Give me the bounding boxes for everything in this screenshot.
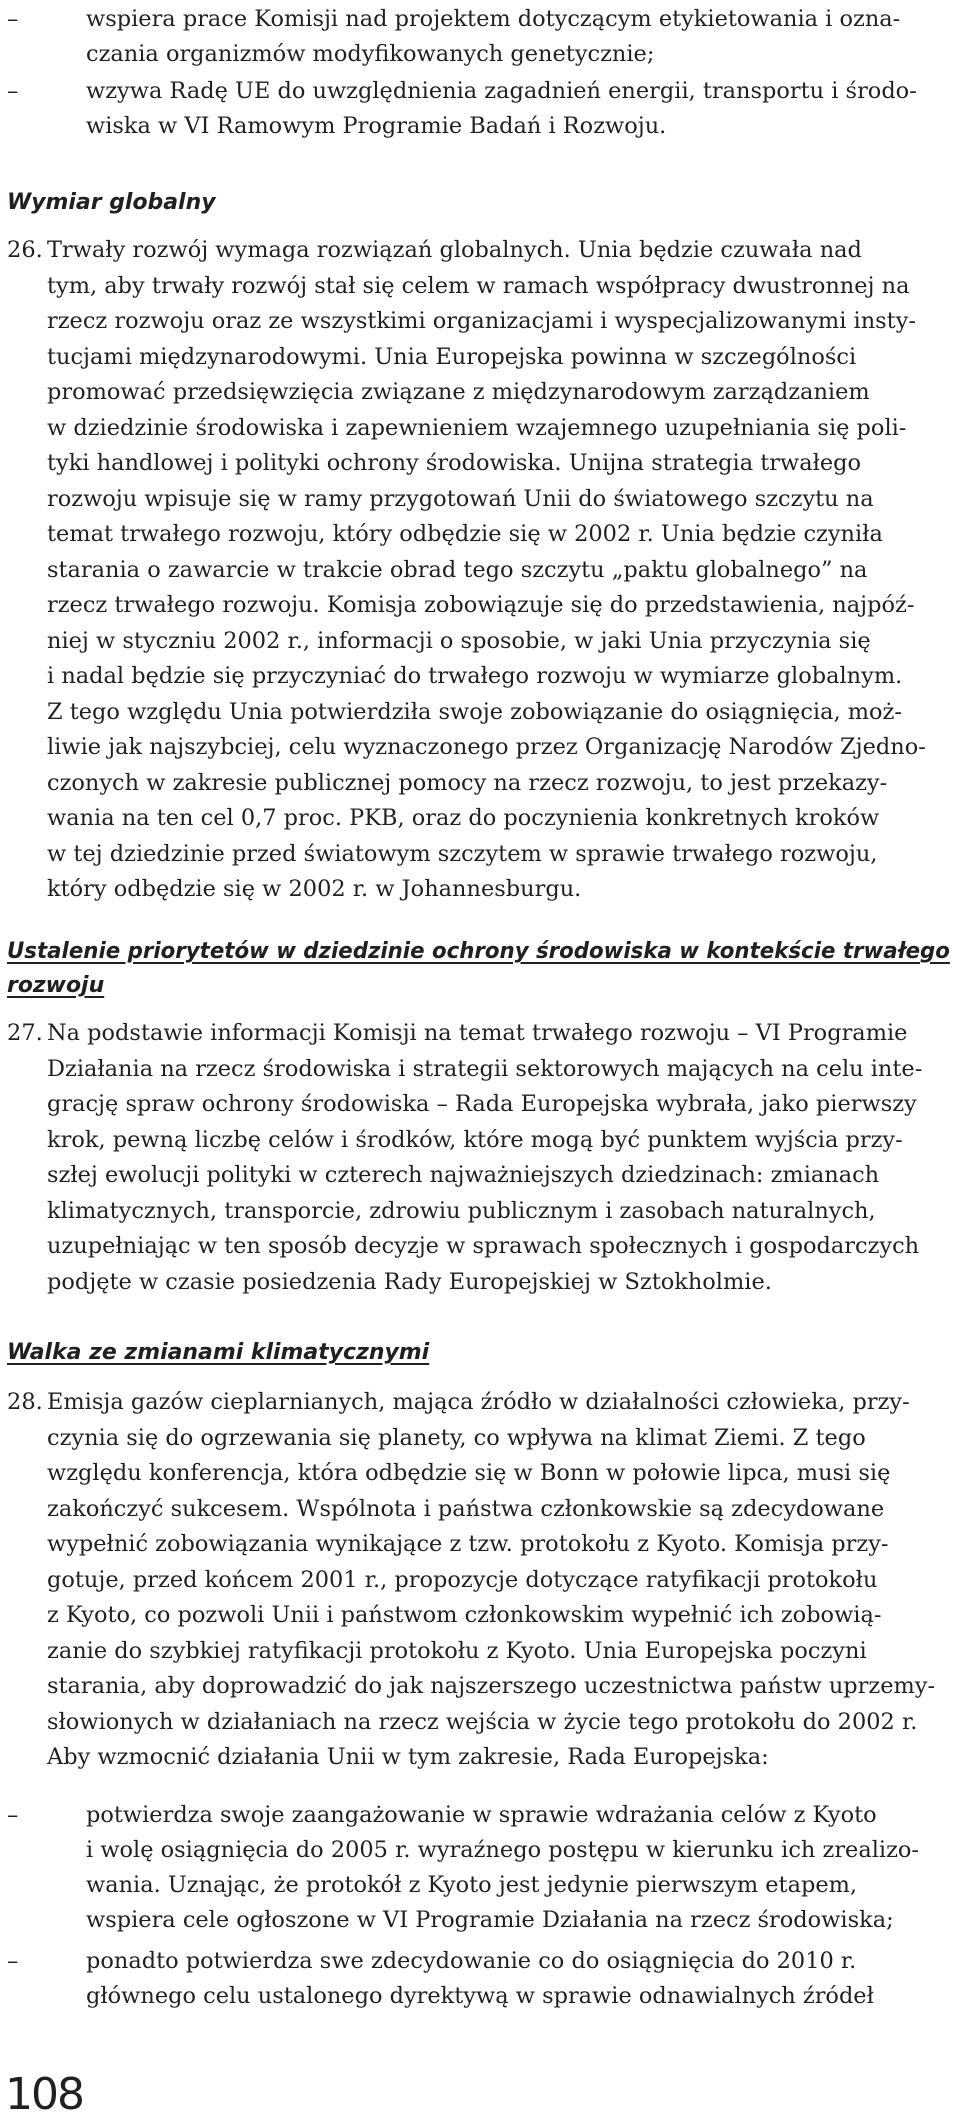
text-line: Z tego względu Unia potwierdziła swoje zobowiązanie do osiągnięcia, moż- [47, 698, 902, 725]
list-item [7, 2, 952, 72]
text-line: tucjami międzynarodowymi. Unia Europejska powinna w szczególności [47, 343, 857, 370]
list-item [7, 1944, 952, 2014]
paragraph-number: 27. [7, 1020, 43, 1046]
list-dash: – [7, 6, 19, 32]
text-line: potwierdza swoje zaangażowanie w sprawie wdrażania celów z Kyoto [86, 1802, 877, 1828]
text-line: wypełnić zobowiązania wynikające z tzw. protokołu z Kyoto. Komisja przy- [47, 1531, 889, 1557]
heading-text: rozwoju [7, 973, 105, 998]
text-line: słowionych w działaniach na rzecz wejścia w życie tego protokołu do 2002 r. [47, 1708, 918, 1735]
text-line: tym, aby trwały rozwój stał się celem w ramach współpracy dwustronnej na [47, 272, 910, 299]
text-line: wzywa Radę UE do uwzględnienia zagadnień energii, transportu i środo- [86, 78, 917, 104]
text-line: Na podstawie informacji Komisji na temat trwałego rozwoju – VI Programie [47, 1020, 908, 1046]
text-line: rzecz rozwoju oraz ze wszystkimi organizacjami i wyspecjalizowanymi insty- [47, 308, 916, 334]
text-line: zanie do szybkiej ratyfikacji protokołu z Kyoto. Unia Europejska poczyni [47, 1637, 867, 1664]
text-line: Emisja gazów cieplarnianych, mająca źródło w działalności człowieka, przy- [47, 1389, 910, 1415]
text-line: gotuje, przed końcem 2001 r., propozycje dotyczące ratyfikacji protokołu [47, 1566, 878, 1593]
numbered-paragraph [7, 233, 952, 908]
text-line: temat trwałego rozwoju, który odbędzie się w 2002 r. Unia będzie czyniła [47, 521, 883, 547]
text-line: starania o zawarcie w trakcie obrad tego szczytu „paktu globalnego” na [47, 556, 868, 583]
text-line: wspiera prace Komisji nad projektem dotyczącym etykietowania i ozna- [86, 6, 901, 32]
text-line: uzupełniając w ten sposób decyzje w sprawach społecznych i gospodarczych [47, 1233, 920, 1259]
text-line: względu konferencja, która odbędzie się w Bonn w połowie lipca, musi się [47, 1460, 891, 1486]
section-heading [7, 935, 952, 1003]
text-line: krok, pewną liczbę celów i środków, które mogą być punktem wyjścia przy- [47, 1126, 903, 1153]
text-line: promować przedsięwzięcia związane z międzynarodowym zarządzaniem [47, 379, 870, 405]
text-line: rzecz trwałego rozwoju. Komisja zobowiązuje się do przedstawienia, najpóź- [47, 592, 915, 618]
text-line: z Kyoto, co pozwoli Unii i państwom członkowskim wypełnić ich zobowią- [47, 1602, 882, 1628]
heading-text: Walka ze zmianami klimatycznymi [7, 1340, 430, 1365]
text-line: czynia się do ogrzewania się planety, co wpływa na klimat Ziemi. Z tego [47, 1424, 866, 1451]
text-line: czonych w zakresie publicznej pomocy na rzecz rozwoju, to jest przekazy- [47, 769, 888, 796]
text-line: klimatycznych, transporcie, zdrowiu publicznym i zasobach naturalnych, [47, 1197, 876, 1224]
text-line: głównego celu ustalonego dyrektywą w sprawie odnawialnych źródeł [86, 1983, 874, 2009]
list-dash: – [7, 1802, 19, 1828]
heading-text: Ustalenie priorytetów w dziedzinie ochrony środowiska w kontekście trwałego [7, 939, 950, 964]
text-line: wiska w VI Ramowym Programie Badań i Rozwoju. [86, 113, 667, 139]
text-line: w dziedzinie środowiska i zapewnieniem wzajemnego uzupełniania się poli- [47, 414, 907, 441]
text-line: tyki handlowej i polityki ochrony środowiska. Unijna strategia trwałego [47, 450, 862, 476]
list-dash: – [7, 78, 19, 104]
text-line: i nadal będzie się przyczyniać do trwałego rozwoju w wymiarze globalnym. [47, 663, 903, 689]
text-line: rozwoju wpisuje się w ramy przygotowań Unii do światowego szczytu na [47, 485, 874, 512]
list-item [7, 1798, 952, 1938]
numbered-paragraph [7, 1385, 952, 1776]
paragraph-number: 28. [7, 1389, 43, 1415]
text-line: zakończyć sukcesem. Wspólnota i państwa członkowskie są zdecydowane [47, 1495, 885, 1522]
text-line: czania organizmów modyfikowanych genetycznie; [86, 41, 655, 67]
text-line: Aby wzmocnić działania Unii w tym zakresie, Rada Europejska: [47, 1744, 769, 1770]
list-item [7, 74, 952, 144]
page-number: 108 [5, 2069, 83, 2120]
text-line: starania, aby doprowadzić do jak najszerszego uczestnictwa państw uprzemy- [47, 1673, 936, 1699]
text-line: i wolę osiągnięcia do 2005 r. wyraźnego postępu w kierunku ich zrealizo- [86, 1837, 920, 1863]
text-line: wania. Uznając, że protokół z Kyoto jest jedynie pierwszym etapem, [86, 1872, 858, 1898]
section-heading [7, 186, 952, 220]
text-line: Działania na rzecz środowiska i strategii sektorowych mających na celu inte- [47, 1055, 923, 1082]
text-line: który odbędzie się w 2002 r. w Johannesburgu. [47, 876, 582, 902]
text-line: ponadto potwierdza swe zdecydowanie co do osiągnięcia do 2010 r. [86, 1948, 857, 1974]
text-line: wspiera cele ogłoszone w VI Programie Działania na rzecz środowiska; [86, 1907, 894, 1933]
section-heading [7, 1336, 952, 1370]
text-line: w tej dziedzinie przed światowym szczytem w sprawie trwałego rozwoju, [47, 840, 878, 867]
text-line: podjęte w czasie posiedzenia Rady Europejskiej w Sztokholmie. [47, 1268, 772, 1295]
heading-text: Wymiar globalny [7, 190, 216, 215]
text-line: niej w styczniu 2002 r., informacji o sposobie, w jaki Unia przyczynia się [47, 627, 871, 654]
list-dash: – [7, 1948, 19, 1974]
text-line: Trwały rozwój wymaga rozwiązań globalnych. Unia będzie czuwała nad [47, 237, 862, 263]
numbered-paragraph [7, 1016, 952, 1300]
paragraph-number: 26. [7, 237, 43, 263]
text-line: wania na ten cel 0,7 proc. PKB, oraz do poczynienia konkretnych kroków [47, 805, 880, 831]
text-line: szłej ewolucji polityki w czterech najważniejszych dziedzinach: zmianach [47, 1162, 880, 1188]
text-line: grację spraw ochrony środowiska – Rada Europejska wybrała, jako pierwszy [47, 1091, 917, 1117]
text-line: liwie jak najszybciej, celu wyznaczonego przez Organizację Narodów Zjedno- [47, 734, 926, 760]
